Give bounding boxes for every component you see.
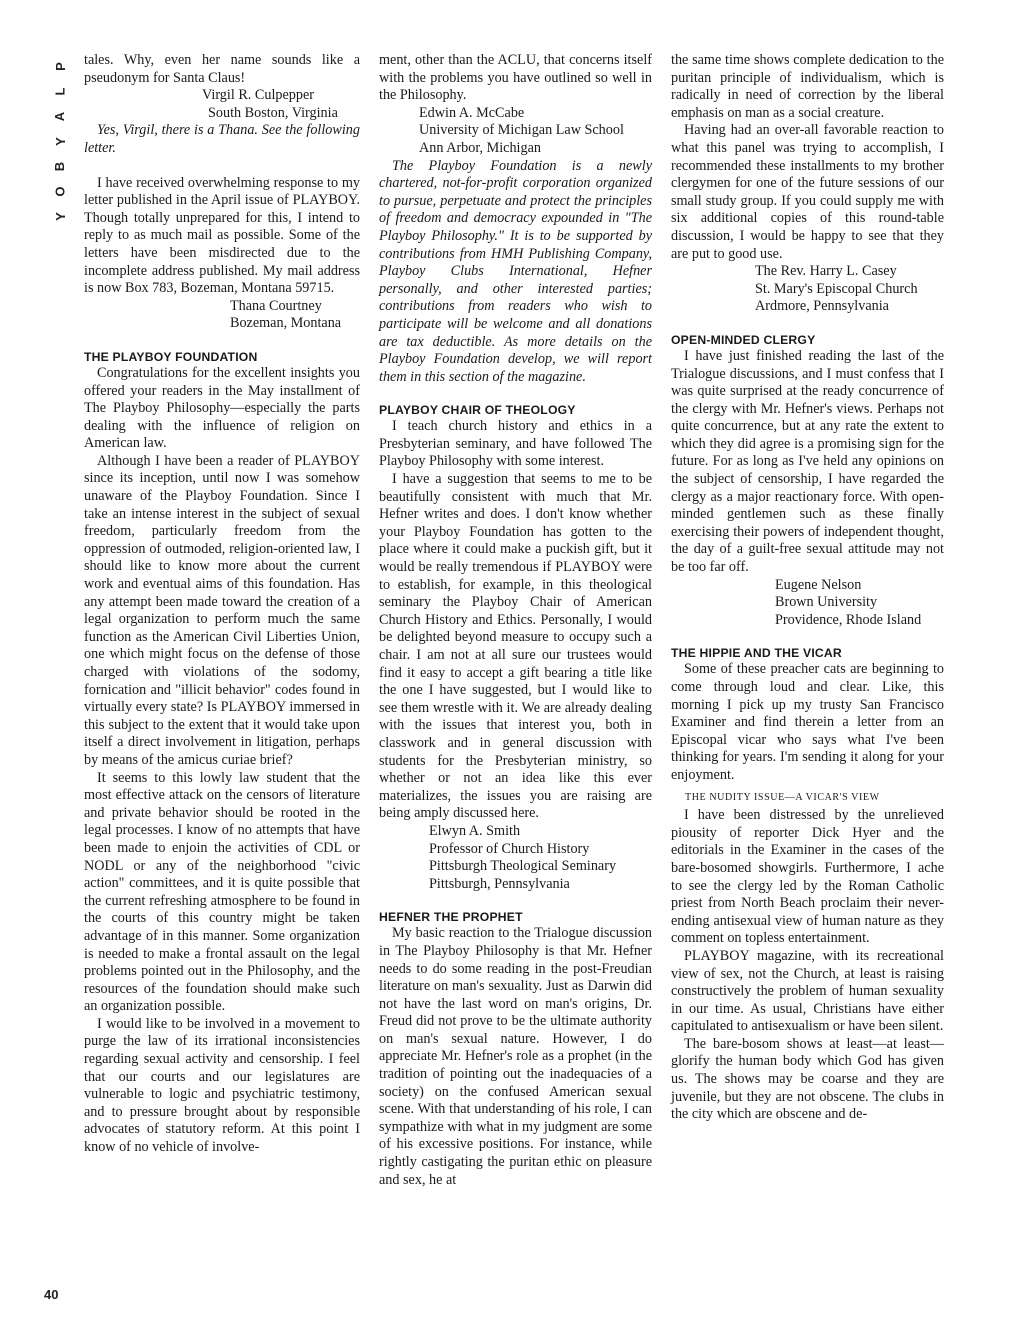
- letter-paragraph: the same time shows complete dedication to the puritan principle of individualism, which is radically in need of correction by the liberal emphasis on man as a social creature.: [671, 52, 944, 121]
- letter-paragraph: Some of these preacher cats are beginning to come through loud and clear. Like, this morning I pick up my trusty San Francisco Examiner and find therein a letter from an Episcopal vicar who says what I've been thinking for years. I'm sending it along for your enjoyment.: [671, 661, 944, 783]
- masthead-letter: A: [52, 111, 68, 122]
- signature-location: Ann Arbor, Michigan: [419, 139, 541, 156]
- masthead-letter: L: [52, 87, 68, 96]
- letter-paragraph: I have been distressed by the unrelieved piousity of reporter Dick Hyer and the editorials in the Examiner in the cases of the bare-bosomed showgirls. Furthermore, I ache to see the clergy led by the Roman Catholic priest from North Beach proclaim their never-ending antisexual view of human nature as they comment on topless entertainment.: [671, 807, 944, 947]
- signature-name: Virgil R. Culpepper: [202, 87, 314, 104]
- masthead-letter: P: [52, 62, 68, 71]
- signature-name: Thana Courtney: [230, 297, 322, 314]
- editor-reply: The Playboy Foundation is a newly chartered, not-for-profit corporation organized to pursue, perpetuate and protect the principles of freedom and democracy expounded in "The Playboy Philosophy." It is to be supported by contributions from HMH Publishing Company, Playboy Clubs International, Hefner personally, and other interested parties; contributions from readers who wish to participate will be welcome and all donations are tax deductible. As more details on the Playboy Foundation develop, we will report them in this section of the magazine.: [379, 157, 652, 385]
- magazine-masthead: [50, 54, 70, 229]
- letter-paragraph: I have a suggestion that seems to me to be beautifully consistent with much that Mr. Hefner writes and does. I don't know whether your Playboy Foundation has gotten to the place where it could make a puckish gift, but it would be really tremendous if PLAYBOY were to establish, for example, in this theological seminary the Playboy Chair of American Church History and Ethics. Personally, I would be delighted beyond measure to occupy such a chair. I am not at all sure our trustees would find it easy to accept a gift bearing a title like the one I have suggested, but I would like to see them wrestle with it. We are already dealing with the issues that interest you, both in classwork and in general discussion with students for the Presbyterian ministry, so whether or not an idea like this ever materializes, the issues you are raising are being amply discussed here.: [379, 471, 652, 822]
- page-number: 40: [44, 1287, 59, 1302]
- section-heading: PLAYBOY CHAIR OF THEOLOGY: [379, 403, 576, 418]
- section-heading: THE HIPPIE AND THE VICAR: [671, 646, 842, 661]
- editor-reply: Yes, Virgil, there is a Thana. See the following letter.: [84, 122, 360, 156]
- column-2: [379, 52, 652, 1189]
- signature-name: The Rev. Harry L. Casey: [755, 263, 897, 280]
- letter-signature: [671, 577, 944, 630]
- letter-paragraph: I have received overwhelming response to my letter published in the April issue of PLAYBOY. Though totally unprepared for this, I intend to reply to as much mail as possible. Some of the letters have been misdirected due to the incomplete address published. My mail address is now Box 783, Bozeman, Montana 59715.: [84, 174, 360, 297]
- letter-paragraph: It seems to this lowly law student that the most effective attack on the censors of literature and private behavior should be rooted in the legal processes. I know of no attempts that have been made to enjoin the activities of CDL or NODL or any of the neighborhood "civic action" committees, and it is quite possible that the current refreshing atmosphere to be found in the courts of this country might be taken advantage of in this manner. Some organization is needed to make a frontal assault on the legal problems pointed out in the Philosophy, and the resources of the foundation should make such an organization possible.: [84, 769, 360, 1015]
- signature-name: Eugene Nelson: [775, 576, 862, 593]
- letter-paragraph: I have just finished reading the last of the Trialogue discussions, and I must confess that I was quite surprised at the ready concurrence of the clergy with Mr. Hefner's views. Perhaps not quite concurrence, but at any rate the extent to which they did agree is a promising sign for the future. For as long as I've held any opinions on the subject of censorship, I have regarded the clergy as a major reactionary force. With open-minded gentlemen such as these finally exercising their powers of independent thought, the day of a guilt-free sexual attitude may not be too far off.: [671, 347, 944, 576]
- signature-affiliation: University of Michigan Law School: [419, 122, 624, 139]
- signature-affiliation: Pittsburgh Theological Seminary: [429, 858, 617, 875]
- letter-paragraph: ment, other than the ACLU, that concerns itself with the problems you have outlined so well in the Philosophy.: [379, 52, 652, 104]
- signature-location: Ardmore, Pennsylvania: [755, 298, 889, 315]
- signature-location: Providence, Rhode Island: [775, 611, 922, 628]
- section-heading: THE PLAYBOY FOUNDATION: [84, 349, 258, 364]
- letter-paragraph: I teach church history and ethics in a Presbyterian seminary, and have followed The Playboy Philosophy with some interest.: [379, 418, 652, 470]
- column-1: [84, 52, 360, 1157]
- signature-name: Edwin A. McCabe: [419, 104, 525, 121]
- letter-signature: [671, 263, 944, 316]
- letter-paragraph: Having had an over-all favorable reaction to what this panel was trying to accomplish, I recommended these installments to my brother clergymen for one of the future sessions of our small study group. If you could supply me with six additional copies of this round-table discussion, I would be happy to see that they are put to good use.: [671, 122, 944, 262]
- letter-paragraph: Although I have been a reader of PLAYBOY since its inception, until now I was somehow unaware of the Playboy Foundation. Since I take an intense interest in the subject of sexual freedom, particularly freedom from the oppression of outmoded, religion-oriented law, I should like to know more about the current work and eventual aims of this foundation. Has any attempt been made toward the creation of a legal organization to perform much the same function as the American Civil Liberties Union, one which might focus on the defense of those charged with violations of the sodomy, fornication and "illicit behavior" codes found in virtually every state? Is PLAYBOY immersed in this subject to the extent that it would take upon itself a direct involvement in litigation, perhaps by means of the amicus curiae brief?: [84, 452, 360, 768]
- letter-signature: [379, 823, 652, 893]
- signature-affiliation: Professor of Church History: [429, 840, 590, 857]
- letter-paragraph: Congratulations for the excellent insights you offered your readers in the May installment of The Playboy Philosophy—especially the parts dealing with the influence of religion on American law.: [84, 364, 360, 452]
- signature-name: Elwyn A. Smith: [429, 822, 521, 839]
- masthead-letter: Y: [52, 212, 68, 221]
- masthead-letter: Y: [52, 137, 68, 146]
- masthead-letter: B: [52, 161, 68, 172]
- signature-affiliation: St. Mary's Episcopal Church: [755, 280, 918, 297]
- letter-signature: [84, 298, 360, 333]
- signature-location: Bozeman, Montana: [230, 315, 342, 332]
- masthead-letter: O: [52, 186, 68, 197]
- letter-paragraph: PLAYBOY magazine, with its recreational view of sex, not the Church, at least is raising constructively the problem of human sexuality in our time. As usual, Christians have either capitulated to antisexualism or have been silent.: [671, 947, 944, 1035]
- signature-affiliation: Brown University: [775, 594, 878, 611]
- letter-signature: [84, 87, 360, 122]
- section-heading: OPEN-MINDED CLERGY: [671, 332, 816, 347]
- letter-paragraph: My basic reaction to the Trialogue discussion in The Playboy Philosophy is that Mr. Hefner needs to do some reading in the post-Freudian literature on man's sexuality. Just as Darwin did not have the last word on man's origins, Dr. Freud did not prove to be the ultimate authority on man's sexual nature. However, I do appreciate Mr. Hefner's role as a prophet (in the tradition of pointing out the inadequacies of a society) on the confused American sexual scene. With that understanding of his role, I can sympathize with what in my judgment are some of his excessive positions. For instance, while rightly castigating the puritan ethic on pleasure and sex, he at: [379, 925, 652, 1188]
- signature-location: Pittsburgh, Pennsylvania: [429, 875, 570, 892]
- signature-location: South Boston, Virginia: [208, 104, 338, 121]
- letter-paragraph: I would like to be involved in a movement to purge the law of its irrational inconsistencies regarding sexual activity and censorship. I feel that our courts and our legislatures are vulnerable to logic and psychiatric testimony, and to pressure brought about by responsible advocates of statutory reform. At this point I know of no vehicle of involve-: [84, 1015, 360, 1156]
- section-heading: HEFNER THE PROPHET: [379, 910, 523, 925]
- letter-paragraph: tales. Why, even her name sounds like a pseudonym for Santa Claus!: [84, 52, 360, 86]
- column-3: [671, 52, 944, 1124]
- letter-paragraph: The bare-bosom shows at least—at least—glorify the human body which God has given us. The shows may be coarse and they are juvenile, but they are not obscene. The clubs in the city which are obscene and de-: [671, 1035, 944, 1123]
- letter-subheading: THE NUDITY ISSUE—A VICAR'S VIEW: [685, 791, 880, 803]
- letter-signature: [379, 105, 652, 158]
